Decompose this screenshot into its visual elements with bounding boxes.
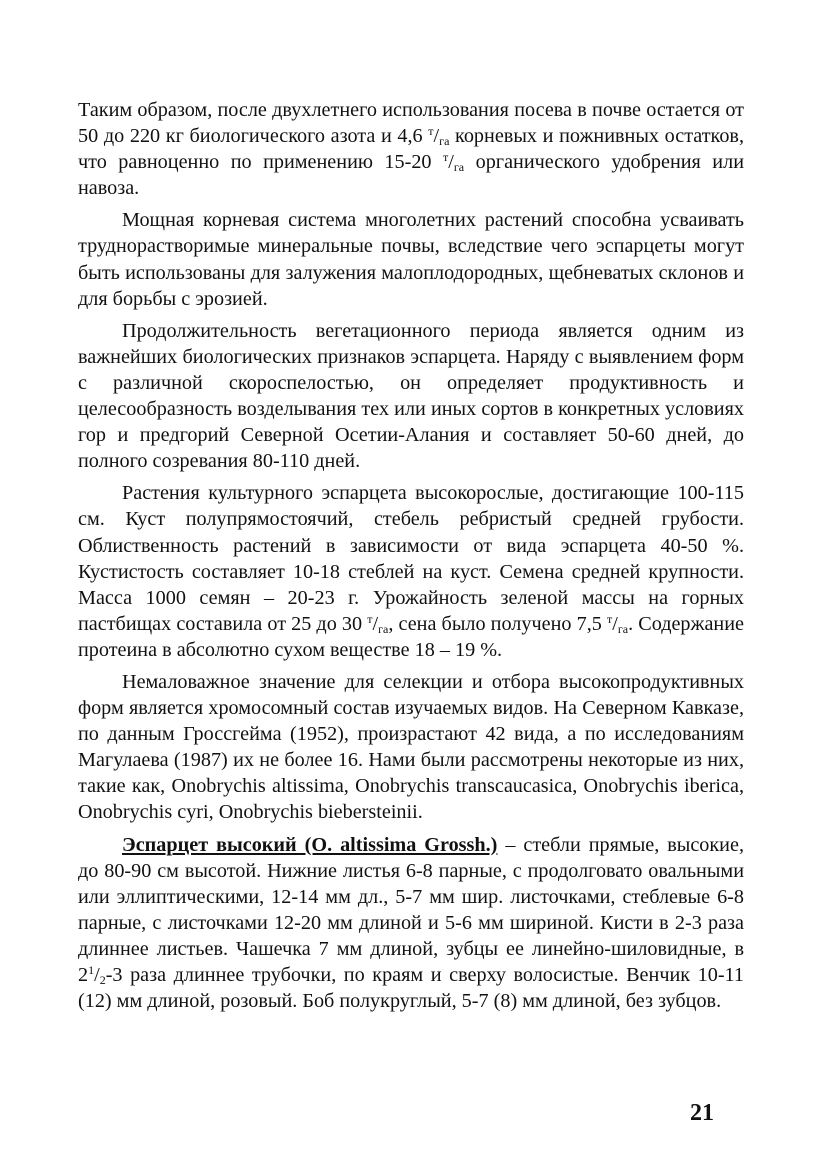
text-run: Продолжительность вегетационного периода является одним из важнейших биологических признаков эспарцета. Наряду с выявлением форм с различной скороспелостью, он определяет продуктивность и целесообразность возделывания тех или иных сортов в конкретных условиях гор и предгорий Северной Осетии-Алания и составляет 50-60 дней, до полного созревания 80-110 дней. [78,319,744,473]
fraction-numerator: т [606,611,613,626]
paragraph-5 [78,669,744,826]
fraction-numerator: т [367,611,373,626]
fraction-denominator: 2 [99,973,106,987]
page-text [78,97,744,1020]
species-heading: Эспарцет высокий (O. altissima Grossh.) [122,833,498,856]
page-number: 21 [690,1100,714,1126]
text-run: органического удобрения или навоза. [78,151,744,200]
fraction-denominator: га [378,621,389,636]
fraction-numerator: 1 [88,963,95,977]
text-run: – стебли прямые, высокие, до 80-90 см высотой. Нижние листья 6-8 парные, с продолговато овальными или эллиптическими, 12-14 мм дл., 5-7 мм шир. листочками, стеблевые 6-8 парные, с листочками 12-20 мм длиной и 5-6 мм шириной. Кисти в 2-3 раза длиннее листьев. Чашечка 7 мм длиной, зубцы ее линейно-шиловидные, в 2 [78,833,744,986]
paragraph-6: Эспарцет высокий (O. altissima Grossh.) – стебли прямые, высокие, до 80-90 см высотой. Нижние листья 6-8 парные, с продолговато овальными или эллиптическими, 12-14 мм дл., 5-7 мм шир. листочками, стеблевые 6-8 парные, с листочками 12-20 мм длиной и 5-6 мм шириной. Кисти в 2-3 раза длиннее листьев. Чашечка 7 мм длиной, зубцы ее линейно-шиловидные, в $2^1/_2-3$ раза длиннее трубочки, по краям и сверху волосистые. Венчик 10-11 (12) мм длиной, розовый. Боб полукруглый, 5-7 (8) мм длиной, без зубцов. [78,833,744,1013]
text-run: , сена было получено 7,5 [388,612,607,635]
text-run: Растения культурного эспарцета высокорослые, достигающие 100-115 см. Куст полупрямостоячий, стебель ребристый средней грубости. Облиственность растений в зависимости от вида эспарцета 40-50 %. Кустистость составляет 10-18 стеблей на куст. Семена средней крупности. Масса 1000 семян – 20-23 г. Урожайность зеленой массы на горных пастбищах составила от 25 до 30 [78,482,744,635]
paragraph-2 [78,207,744,311]
fraction-numerator: т [443,150,449,165]
paragraph-4: Растения культурного эспарцета высокорослые, достигающие 100-115 см. Куст полупрямостоячий, стебель ребристый средней грубости. Облиственность растений в зависимости от вида эспарцета 40-50 %. Кустистость составляет 10-18 стеблей на куст. Семена средней крупности. Масса 1000 семян – 20-23 г. Урожайность зеленой массы на горных пастбищах составила от 25 до 30 $^т/_{га}$, сена было получено 7,5 $^т/_{га}$. Содержание протеина в абсолютно сухом веществе 18 – 19 %. [78,482,745,661]
text-run: Немаловажное значение для селекции и отбора высокопродуктивных форм является хромосомный состав изучаемых видов. На Северном Кавказе, по данным Гроссгейма (1952), произрастают 42 вида, а по исследованиям Магулаева (1987) их не более 16. Нами были рассмотрены некоторые из них, такие как, Onobrychis altissima, Onobrychis transcaucasica, Onobrychis iberica, Onobrychis cyri, Onobrychis biebersteinii. [78,670,744,824]
text-run: корневых и пожнивных остатков, что равноценно по применению 15-20 [78,125,745,174]
fraction-denominator: га [439,134,450,149]
text-run: Мощная корневая система многолетних растений способна усваивать труднорастворимые минеральные почвы, вследствие чего эспарцеты могут быть использованы для залужения малоплодородных, щебневатых склонов и для борьбы с эрозией. [78,209,744,310]
paragraph-1: Таким образом, после двухлетнего использования посева в почве остается от 50 до 220 кг биологического азота и 4,6 $^т/_{га}$ корневых и пожнивных остатков, что равноценно по применению 15-20 $^т/_{га}$ органического удобрения или навоза. [78,99,745,200]
paragraph-3 [78,318,744,475]
fraction-denominator: га [617,621,629,636]
fraction-denominator: га [453,160,465,175]
text-run: . Содержание протеина в абсолютно сухом веществе 18 – 19 %. [78,612,745,661]
text-run: -3 раза длиннее трубочки, по краям и сверху волосистые. Венчик 10-11 (12) мм длиной, розовый. Боб полукруглый, 5-7 (8) мм длиной, без зубцов. [78,964,744,1013]
fraction-numerator: т [428,124,434,139]
text-run: Таким образом, после двухлетнего использования посева в почве остается от 50 до 220 кг биологического азота и 4,6 [78,99,744,148]
